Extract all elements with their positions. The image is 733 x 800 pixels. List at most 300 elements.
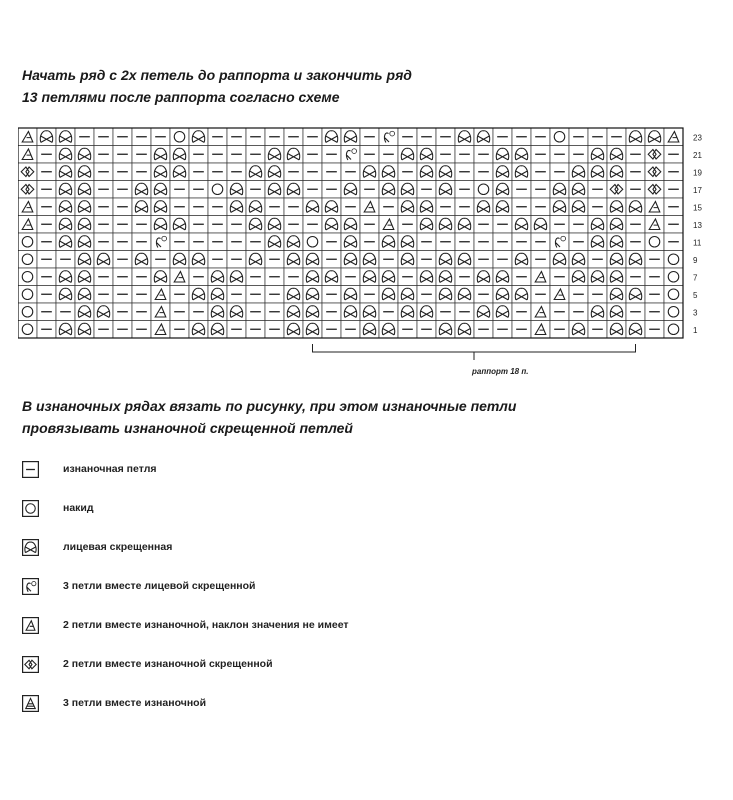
chart-cell-twisted-knit-icon xyxy=(398,233,417,251)
chart-cell-purl-icon xyxy=(474,321,493,339)
chart-cell-twisted-knit-icon xyxy=(151,216,170,234)
chart-cell-purl-icon xyxy=(170,181,189,199)
chart-cell-purl-icon xyxy=(360,146,379,164)
chart-cell-k3tog-tbl-icon xyxy=(379,128,398,146)
chart-cell-purl-icon xyxy=(512,198,531,216)
chart-cell-twisted-knit-icon xyxy=(360,321,379,339)
chart-cell-purl-icon xyxy=(569,286,588,304)
chart-cell-twisted-knit-icon xyxy=(474,303,493,321)
chart-cell-purl-icon xyxy=(512,268,531,286)
row-number-label: 17 xyxy=(693,186,702,196)
chart-cell-purl-icon xyxy=(436,128,455,146)
chart-cell-twisted-knit-icon xyxy=(170,216,189,234)
chart-cell-purl-icon xyxy=(360,181,379,199)
chart-cell-twisted-knit-icon xyxy=(455,321,474,339)
row-number-label: 11 xyxy=(693,238,702,248)
legend-label: 2 петли вместе изнаночной скрещенной xyxy=(63,658,273,670)
chart-cell-purl-icon xyxy=(151,251,170,269)
chart-cell-twisted-knit-icon xyxy=(360,163,379,181)
chart-cell-purl-icon xyxy=(170,286,189,304)
chart-cell-purl-icon xyxy=(512,233,531,251)
chart-cell-twisted-knit-icon xyxy=(379,321,398,339)
chart-cell-twisted-knit-icon xyxy=(56,181,75,199)
chart-cell-twisted-knit-icon xyxy=(645,128,664,146)
row-number-label: 9 xyxy=(693,256,698,266)
legend-label: изнаночная петля xyxy=(63,463,157,475)
chart-cell-yarn-over-icon xyxy=(18,303,37,321)
chart-cell-purl-icon xyxy=(436,146,455,164)
chart-cell-twisted-knit-icon xyxy=(151,146,170,164)
chart-cell-twisted-knit-icon xyxy=(303,286,322,304)
chart-cell-twisted-knit-icon xyxy=(75,286,94,304)
chart-cell-twisted-knit-icon xyxy=(75,181,94,199)
chart-cell-twisted-knit-icon xyxy=(322,198,341,216)
chart-cell-purl-icon xyxy=(417,128,436,146)
chart-cell-purl-icon xyxy=(94,286,113,304)
chart-cell-purl-icon xyxy=(550,163,569,181)
chart-cell-purl-icon xyxy=(94,216,113,234)
chart-cell-purl-icon xyxy=(569,233,588,251)
chart-cell-purl-icon xyxy=(360,286,379,304)
chart-cell-purl-icon xyxy=(227,216,246,234)
chart-cell-purl-icon xyxy=(284,216,303,234)
legend-label: накид xyxy=(63,502,94,514)
chart-cell-purl-icon xyxy=(265,251,284,269)
chart-cell-purl-icon xyxy=(645,268,664,286)
chart-cell-twisted-knit-icon xyxy=(132,198,151,216)
chart-cell-twisted-knit-icon xyxy=(208,321,227,339)
chart-cell-purl-icon xyxy=(455,303,474,321)
instruction-line-2: 13 петлями после раппорта согласно схеме xyxy=(22,89,340,105)
chart-cell-purl-icon xyxy=(626,303,645,321)
chart-cell-purl-icon xyxy=(588,286,607,304)
chart-cell-purl-icon xyxy=(113,146,132,164)
wrong-side-line-2: провязывать изнаночной скрещенной петлей xyxy=(22,420,353,436)
chart-cell-purl-icon xyxy=(208,146,227,164)
chart-cell-purl-icon xyxy=(208,251,227,269)
chart-cell-purl-icon xyxy=(512,303,531,321)
chart-cell-purl-icon xyxy=(189,146,208,164)
chart-cell-twisted-knit-icon xyxy=(607,216,626,234)
chart-cell-twisted-knit-icon xyxy=(246,251,265,269)
chart-cell-purl-icon xyxy=(474,286,493,304)
chart-cell-purl-icon xyxy=(493,216,512,234)
chart-cell-purl-icon xyxy=(208,128,227,146)
chart-cell-purl-icon xyxy=(208,198,227,216)
chart-cell-twisted-knit-icon xyxy=(626,251,645,269)
instruction-header xyxy=(22,64,712,108)
chart-cell-twisted-knit-icon xyxy=(246,163,265,181)
repeat-bracket xyxy=(313,344,636,360)
chart-cell-purl-icon xyxy=(113,303,132,321)
chart-cell-twisted-knit-icon xyxy=(607,233,626,251)
chart-cell-purl-icon xyxy=(94,181,113,199)
chart-cell-p2tog-icon xyxy=(550,286,569,304)
chart-cell-purl-icon xyxy=(303,146,322,164)
wrong-side-line-1: В изнаночных рядах вязать по рисунку, при этом изнаночные петли xyxy=(22,398,517,414)
chart-cell-purl-icon xyxy=(303,128,322,146)
chart-cell-purl-icon xyxy=(379,146,398,164)
chart-cell-twisted-knit-icon xyxy=(493,163,512,181)
chart-cell-yarn-over-icon xyxy=(645,233,664,251)
chart-cell-purl-icon xyxy=(132,128,151,146)
row-number-label: 15 xyxy=(693,203,702,213)
chart-cell-purl-icon xyxy=(569,128,588,146)
chart-cell-purl-icon xyxy=(246,181,265,199)
chart-cell-twisted-knit-icon xyxy=(398,303,417,321)
chart-cell-purl-icon xyxy=(341,321,360,339)
chart-cell-purl-icon xyxy=(227,128,246,146)
chart-cell-p2tog-icon xyxy=(151,321,170,339)
chart-cell-twisted-knit-icon xyxy=(303,251,322,269)
chart-cell-yarn-over-icon xyxy=(474,181,493,199)
chart-cell-twisted-knit-icon xyxy=(398,146,417,164)
chart-cell-p2tog-tbl-icon xyxy=(645,146,664,164)
chart-cell-purl-icon xyxy=(189,216,208,234)
chart-cell-twisted-knit-icon xyxy=(588,303,607,321)
chart-cell-purl-icon xyxy=(113,251,132,269)
chart-cell-p2tog-tbl-icon xyxy=(645,163,664,181)
chart-cell-twisted-knit-icon xyxy=(341,128,360,146)
chart-cell-purl-icon xyxy=(37,268,56,286)
chart-cell-twisted-knit-icon xyxy=(246,216,265,234)
chart-cell-k3tog-tbl-icon xyxy=(151,233,170,251)
chart-cell-twisted-knit-icon xyxy=(417,163,436,181)
chart-cell-twisted-knit-icon xyxy=(626,198,645,216)
chart-cell-purl-icon xyxy=(531,128,550,146)
chart-cell-purl-icon xyxy=(531,163,550,181)
chart-cell-twisted-knit-icon xyxy=(398,286,417,304)
chart-cell-purl-icon xyxy=(436,233,455,251)
k3tog-tbl-icon xyxy=(22,578,39,595)
chart-cell-purl-icon xyxy=(474,163,493,181)
chart-cell-purl-icon xyxy=(113,233,132,251)
chart-cell-yarn-over-icon xyxy=(664,268,683,286)
chart-cell-p2tog-icon xyxy=(664,128,683,146)
chart-cell-twisted-knit-icon xyxy=(607,163,626,181)
chart-cell-purl-icon xyxy=(246,321,265,339)
chart-cell-yarn-over-icon xyxy=(170,128,189,146)
chart-cell-purl-icon xyxy=(531,181,550,199)
chart-cell-yarn-over-icon xyxy=(664,251,683,269)
chart-cell-purl-icon xyxy=(132,268,151,286)
chart-cell-purl-icon xyxy=(588,251,607,269)
chart-cell-yarn-over-icon xyxy=(18,286,37,304)
chart-cell-purl-icon xyxy=(227,286,246,304)
chart-cell-twisted-knit-icon xyxy=(588,233,607,251)
legend-label: 2 петли вместе изнаночной, наклон значения не имеет xyxy=(63,619,349,631)
chart-cell-purl-icon xyxy=(94,233,113,251)
chart-cell-yarn-over-icon xyxy=(664,321,683,339)
chart-cell-purl-icon xyxy=(75,128,94,146)
chart-cell-purl-icon xyxy=(284,268,303,286)
chart-cell-twisted-knit-icon xyxy=(569,163,588,181)
chart-cell-p2tog-icon xyxy=(531,321,550,339)
chart-cell-purl-icon xyxy=(37,251,56,269)
legend-label: 3 петли вместе лицевой скрещенной xyxy=(63,580,256,592)
chart-cell-twisted-knit-icon xyxy=(151,268,170,286)
chart-cell-purl-icon xyxy=(284,128,303,146)
chart-cell-purl-icon xyxy=(37,181,56,199)
chart-cell-yarn-over-icon xyxy=(664,286,683,304)
chart-cell-purl-icon xyxy=(588,181,607,199)
chart-cell-purl-icon xyxy=(208,233,227,251)
chart-cell-twisted-knit-icon xyxy=(626,286,645,304)
chart-cell-purl-icon xyxy=(322,181,341,199)
chart-cell-purl-icon xyxy=(550,321,569,339)
chart-cell-purl-icon xyxy=(227,163,246,181)
knitting-chart xyxy=(18,126,718,376)
chart-cell-purl-icon xyxy=(132,321,151,339)
chart-cell-twisted-knit-icon xyxy=(189,321,208,339)
instruction-line-1: Начать ряд с 2х петель до раппорта и закончить ряд xyxy=(22,67,412,83)
chart-cell-twisted-knit-icon xyxy=(626,128,645,146)
chart-cell-purl-icon xyxy=(189,233,208,251)
chart-cell-purl-icon xyxy=(113,321,132,339)
chart-cell-purl-icon xyxy=(436,303,455,321)
chart-cell-twisted-knit-icon xyxy=(607,251,626,269)
legend-item xyxy=(22,693,206,713)
chart-cell-twisted-knit-icon xyxy=(341,303,360,321)
chart-cell-p2tog-icon xyxy=(18,146,37,164)
legend-item xyxy=(22,615,349,635)
chart-cell-purl-icon xyxy=(246,303,265,321)
p2tog-tbl-icon xyxy=(22,656,39,673)
chart-cell-twisted-knit-icon xyxy=(474,268,493,286)
chart-cell-purl-icon xyxy=(132,216,151,234)
chart-cell-twisted-knit-icon xyxy=(227,198,246,216)
chart-cell-twisted-knit-icon xyxy=(284,286,303,304)
chart-cell-twisted-knit-icon xyxy=(512,286,531,304)
chart-cell-purl-icon xyxy=(132,146,151,164)
chart-cell-purl-icon xyxy=(322,233,341,251)
chart-cell-purl-icon xyxy=(322,321,341,339)
chart-cell-twisted-knit-icon xyxy=(436,251,455,269)
chart-cell-twisted-knit-icon xyxy=(284,251,303,269)
chart-cell-twisted-knit-icon xyxy=(588,163,607,181)
chart-cell-k3tog-tbl-icon xyxy=(341,146,360,164)
chart-cell-twisted-knit-icon xyxy=(493,303,512,321)
row-number-label: 1 xyxy=(693,326,698,336)
chart-cell-twisted-knit-icon xyxy=(417,198,436,216)
chart-cell-p2tog-tbl-icon xyxy=(645,181,664,199)
chart-cell-purl-icon xyxy=(455,181,474,199)
chart-cell-purl-icon xyxy=(360,216,379,234)
chart-cell-purl-icon xyxy=(455,163,474,181)
legend-item xyxy=(22,459,157,479)
chart-cell-purl-icon xyxy=(569,216,588,234)
chart-cell-twisted-knit-icon xyxy=(360,251,379,269)
chart-cell-purl-icon xyxy=(531,198,550,216)
chart-cell-purl-icon xyxy=(626,268,645,286)
chart-cell-twisted-knit-icon xyxy=(455,128,474,146)
chart-cell-purl-icon xyxy=(341,268,360,286)
chart-cell-purl-icon xyxy=(37,146,56,164)
chart-cell-purl-icon xyxy=(322,286,341,304)
legend-label: 3 петли вместе изнаночной xyxy=(63,697,207,709)
chart-cell-twisted-knit-icon xyxy=(75,321,94,339)
chart-cell-purl-icon xyxy=(322,251,341,269)
chart-cell-purl-icon xyxy=(246,146,265,164)
chart-cell-purl-icon xyxy=(626,216,645,234)
chart-cell-purl-icon xyxy=(113,216,132,234)
chart-cell-purl-icon xyxy=(379,251,398,269)
chart-cell-twisted-knit-icon xyxy=(455,216,474,234)
chart-cell-purl-icon xyxy=(56,303,75,321)
chart-cell-purl-icon xyxy=(113,181,132,199)
wrong-side-instructions xyxy=(22,395,712,439)
chart-cell-purl-icon xyxy=(37,163,56,181)
chart-cell-purl-icon xyxy=(94,198,113,216)
chart-cell-twisted-knit-icon xyxy=(607,146,626,164)
chart-cell-purl-icon xyxy=(37,198,56,216)
chart-cell-purl-icon xyxy=(550,146,569,164)
chart-cell-twisted-knit-icon xyxy=(436,321,455,339)
chart-cell-purl-icon xyxy=(303,163,322,181)
chart-cell-twisted-knit-icon xyxy=(75,233,94,251)
chart-cell-twisted-knit-icon xyxy=(208,303,227,321)
chart-cell-twisted-knit-icon xyxy=(398,181,417,199)
chart-cell-twisted-knit-icon xyxy=(265,146,284,164)
chart-cell-twisted-knit-icon xyxy=(550,198,569,216)
chart-cell-purl-icon xyxy=(189,268,208,286)
chart-cell-twisted-knit-icon xyxy=(56,146,75,164)
chart-cell-purl-icon xyxy=(303,181,322,199)
chart-cell-purl-icon xyxy=(569,146,588,164)
chart-cell-purl-icon xyxy=(626,233,645,251)
row-number-label: 5 xyxy=(693,291,698,301)
chart-cell-twisted-knit-icon xyxy=(607,303,626,321)
chart-cell-purl-icon xyxy=(398,268,417,286)
chart-cell-twisted-knit-icon xyxy=(265,181,284,199)
chart-cell-purl-icon xyxy=(455,233,474,251)
chart-cell-twisted-knit-icon xyxy=(493,181,512,199)
chart-cell-twisted-knit-icon xyxy=(170,251,189,269)
chart-cell-purl-icon xyxy=(493,233,512,251)
chart-cell-twisted-knit-icon xyxy=(284,303,303,321)
chart-cell-twisted-knit-icon xyxy=(170,146,189,164)
chart-cell-twisted-knit-icon xyxy=(56,128,75,146)
chart-cell-twisted-knit-icon xyxy=(75,268,94,286)
chart-cell-twisted-knit-icon xyxy=(56,286,75,304)
chart-cell-twisted-knit-icon xyxy=(56,198,75,216)
chart-cell-twisted-knit-icon xyxy=(75,216,94,234)
chart-cell-twisted-knit-icon xyxy=(132,251,151,269)
chart-cell-twisted-knit-icon xyxy=(569,181,588,199)
chart-cell-purl-icon xyxy=(569,303,588,321)
chart-cell-twisted-knit-icon xyxy=(208,268,227,286)
chart-cell-twisted-knit-icon xyxy=(151,198,170,216)
chart-cell-purl-icon xyxy=(645,251,664,269)
chart-cell-purl-icon xyxy=(664,163,683,181)
chart-cell-purl-icon xyxy=(265,303,284,321)
chart-cell-purl-icon xyxy=(322,163,341,181)
chart-cell-purl-icon xyxy=(189,198,208,216)
chart-cell-purl-icon xyxy=(512,321,531,339)
chart-cell-twisted-knit-icon xyxy=(379,286,398,304)
chart-cell-purl-icon xyxy=(664,233,683,251)
chart-cell-twisted-knit-icon xyxy=(417,146,436,164)
chart-cell-purl-icon xyxy=(189,163,208,181)
chart-cell-twisted-knit-icon xyxy=(56,163,75,181)
chart-cell-purl-icon xyxy=(246,128,265,146)
chart-cell-twisted-knit-icon xyxy=(151,181,170,199)
chart-cell-twisted-knit-icon xyxy=(493,286,512,304)
chart-cell-purl-icon xyxy=(227,146,246,164)
chart-cell-twisted-knit-icon xyxy=(322,268,341,286)
chart-cell-twisted-knit-icon xyxy=(379,163,398,181)
chart-cell-purl-icon xyxy=(493,251,512,269)
chart-cell-twisted-knit-icon xyxy=(284,146,303,164)
chart-cell-twisted-knit-icon xyxy=(75,303,94,321)
chart-cell-purl-icon xyxy=(341,163,360,181)
chart-cell-purl-icon xyxy=(113,128,132,146)
chart-cell-twisted-knit-icon xyxy=(569,251,588,269)
chart-cell-purl-icon xyxy=(512,128,531,146)
legend-item xyxy=(22,498,94,518)
chart-cell-purl-icon xyxy=(56,251,75,269)
chart-grid xyxy=(18,128,683,338)
chart-cell-purl-icon xyxy=(531,146,550,164)
chart-cell-twisted-knit-icon xyxy=(512,146,531,164)
twisted-knit-icon xyxy=(22,539,39,556)
chart-cell-twisted-knit-icon xyxy=(474,198,493,216)
chart-cell-purl-icon xyxy=(398,216,417,234)
chart-cell-twisted-knit-icon xyxy=(151,163,170,181)
chart-cell-twisted-knit-icon xyxy=(512,163,531,181)
chart-cell-twisted-knit-icon xyxy=(436,163,455,181)
chart-cell-twisted-knit-icon xyxy=(588,216,607,234)
chart-cell-yarn-over-icon xyxy=(550,128,569,146)
chart-cell-twisted-knit-icon xyxy=(588,146,607,164)
row-number-label: 3 xyxy=(693,308,698,318)
chart-cell-purl-icon xyxy=(227,321,246,339)
chart-cell-purl-icon xyxy=(227,251,246,269)
chart-cell-purl-icon xyxy=(265,198,284,216)
row-number-label: 19 xyxy=(693,168,702,178)
chart-cell-purl-icon xyxy=(170,233,189,251)
chart-cell-purl-icon xyxy=(588,198,607,216)
p2tog-icon xyxy=(22,617,39,634)
chart-cell-twisted-knit-icon xyxy=(550,181,569,199)
yarn-over-icon xyxy=(22,500,39,517)
chart-cell-twisted-knit-icon xyxy=(56,233,75,251)
chart-cell-yarn-over-icon xyxy=(208,181,227,199)
chart-cell-purl-icon xyxy=(284,198,303,216)
chart-cell-twisted-knit-icon xyxy=(607,286,626,304)
chart-cell-twisted-knit-icon xyxy=(493,146,512,164)
chart-cell-twisted-knit-icon xyxy=(569,268,588,286)
chart-cell-purl-icon xyxy=(113,163,132,181)
chart-cell-yarn-over-icon xyxy=(303,233,322,251)
chart-cell-twisted-knit-icon xyxy=(56,321,75,339)
chart-cell-purl-icon xyxy=(512,181,531,199)
legend-item xyxy=(22,654,273,674)
legend-label: лицевая скрещенная xyxy=(63,541,173,553)
chart-cell-twisted-knit-icon xyxy=(132,181,151,199)
chart-cell-twisted-knit-icon xyxy=(455,286,474,304)
chart-cell-p2tog-icon xyxy=(18,128,37,146)
chart-cell-twisted-knit-icon xyxy=(436,216,455,234)
chart-cell-twisted-knit-icon xyxy=(607,321,626,339)
chart-cell-purl-icon xyxy=(417,181,436,199)
chart-cell-purl-icon xyxy=(417,233,436,251)
chart-cell-purl-icon xyxy=(474,233,493,251)
chart-cell-twisted-knit-icon xyxy=(265,233,284,251)
chart-cell-purl-icon xyxy=(531,286,550,304)
chart-cell-purl-icon xyxy=(151,128,170,146)
chart-cell-purl-icon xyxy=(664,181,683,199)
